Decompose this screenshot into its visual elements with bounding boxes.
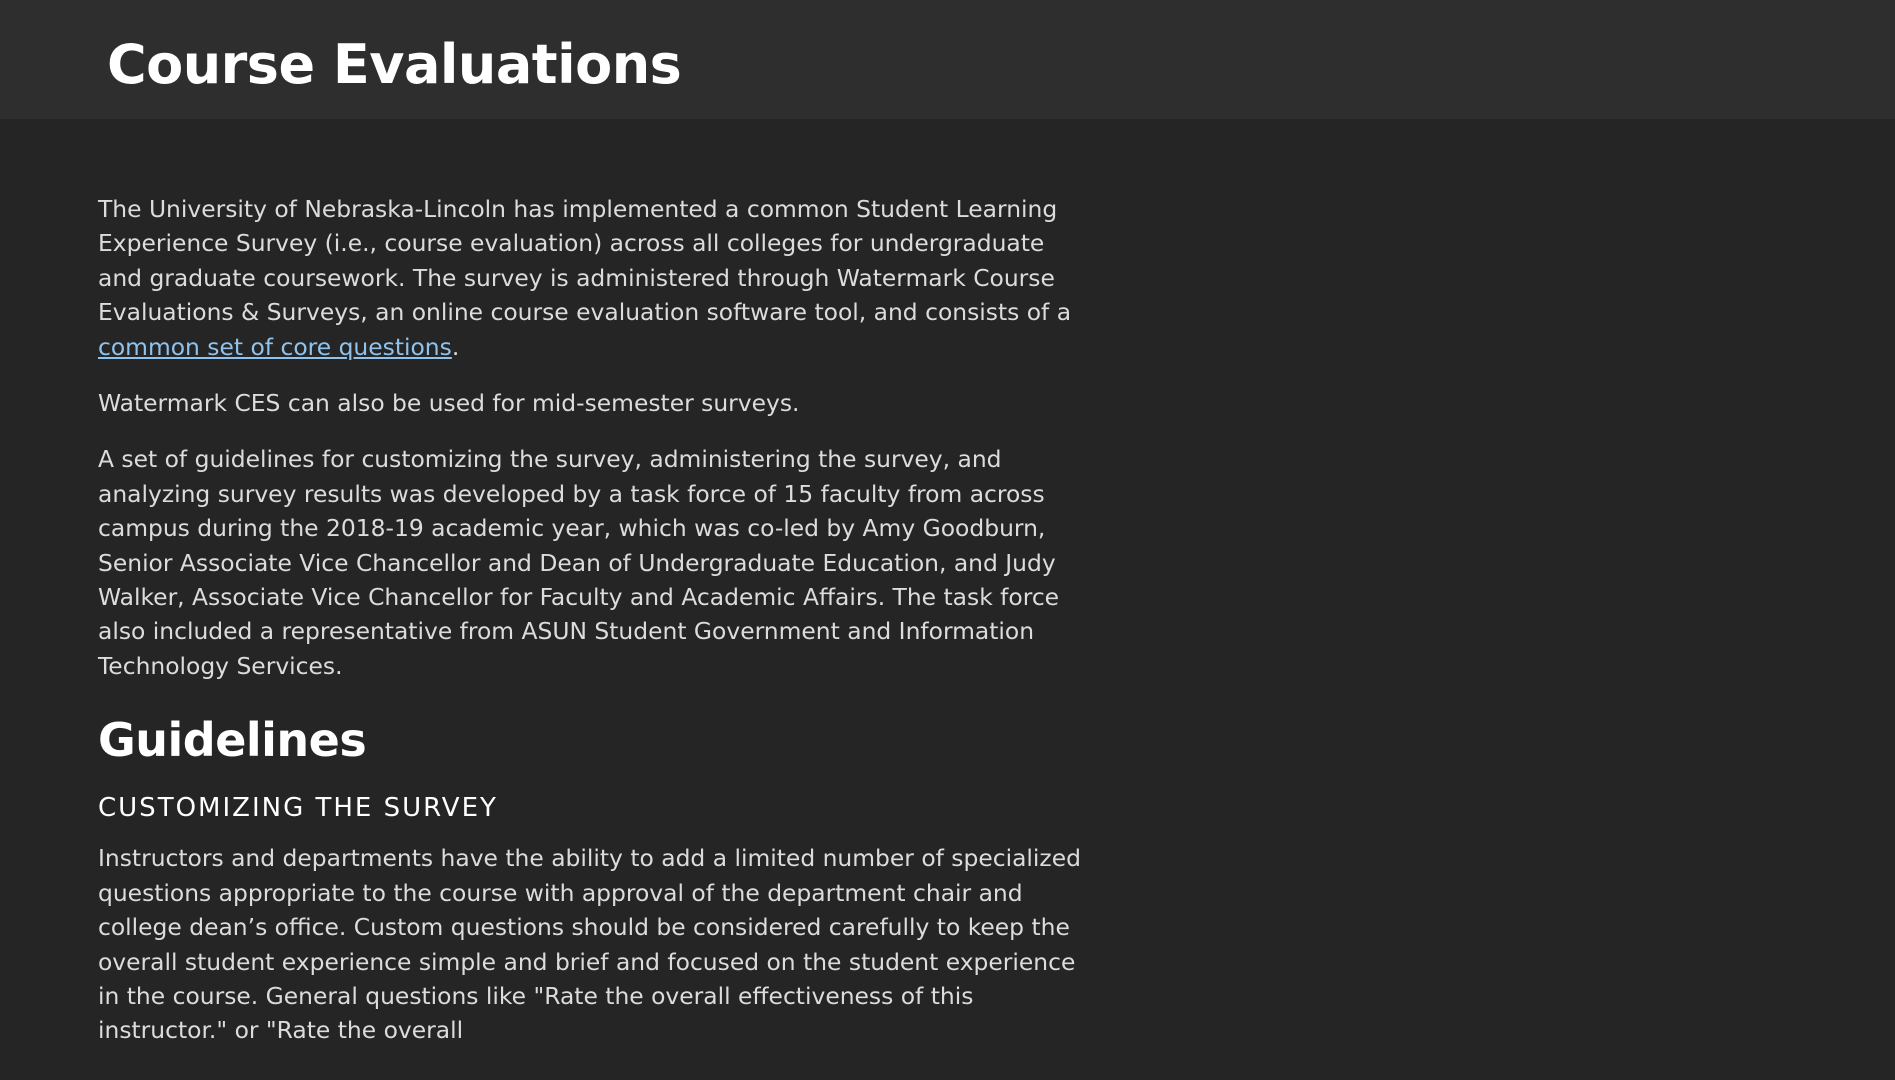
page-title: Course Evaluations xyxy=(107,33,682,96)
customizing-paragraph: Instructors and departments have the ability to add a limited number of specialized questions appropriate to the course with approval of the department chair and college dean’s office. Custom questions should be considered carefully to keep the overall student experience simple and brief and focused on the student experience in the course. General questions like "Rate the overall effectiveness of this instructor." or "Rate the overall xyxy=(98,844,1081,1045)
main-content xyxy=(98,192,1088,1070)
customizing-survey-heading: CUSTOMIZING THE SURVEY xyxy=(98,793,498,824)
intro-paragraph-1 xyxy=(98,192,1088,364)
intro-paragraph-1-end: . xyxy=(451,332,460,361)
intro-paragraph-2: Watermark CES can also be used for mid-semester surveys. xyxy=(98,389,800,418)
page-header xyxy=(0,0,1895,119)
intro-paragraph-1-text: The University of Nebraska-Lincoln has implemented a common Student Learning Experience Survey (i.e., course evaluation) across all colleges for undergraduate and graduate coursework. The survey is administered through Watermark Course Evaluations & Surveys, an online course evaluation software tool, and consists of a xyxy=(98,195,1072,327)
core-questions-link[interactable]: common set of core questions xyxy=(98,332,452,361)
guidelines-heading: Guidelines xyxy=(98,713,367,768)
intro-paragraph-3: A set of guidelines for customizing the survey, administering the survey, and analyzing survey results was developed by a task force of 15 faculty from across campus during the 2018-19 academic year, which was co-led by Amy Goodburn, Senior Associate Vice Chancellor and Dean of Undergraduate Education, and Judy Walker, Associate Vice Chancellor for Faculty and Academic Affairs. The task force also included a representative from ASUN Student Government and Information Technology Services. xyxy=(98,445,1060,680)
